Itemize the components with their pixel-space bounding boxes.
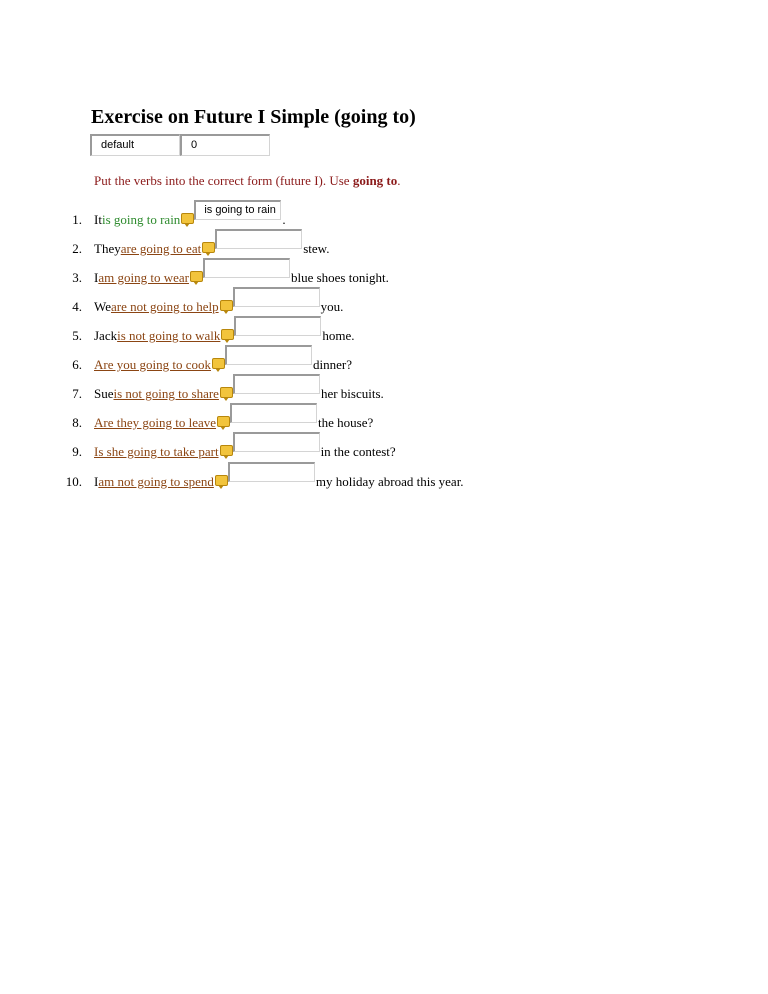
answer-input[interactable]: is going to rain [194, 200, 281, 220]
item-sentence [94, 386, 384, 402]
name-field[interactable]: default [90, 134, 180, 156]
sentence-rest: blue shoes tonight. [290, 270, 389, 285]
sentence-rest: my holiday abroad this year. [315, 474, 464, 489]
answer-link[interactable]: are not going to help [111, 299, 219, 314]
hint-icon[interactable] [215, 475, 228, 486]
item-number: 3. [72, 270, 82, 285]
item-sentence [94, 204, 286, 228]
sentence-rest: you. [320, 299, 344, 314]
item-subject: I [94, 270, 99, 285]
item-number: 6. [72, 357, 82, 372]
item-sentence [94, 415, 373, 431]
hint-icon[interactable] [181, 213, 194, 224]
item-number: 2. [72, 241, 82, 256]
hint-icon[interactable] [220, 445, 233, 456]
answer-input[interactable] [203, 258, 290, 278]
score-field[interactable]: 0 [180, 134, 270, 156]
sentence-rest: the house? [318, 415, 374, 430]
answer-link[interactable]: Are you going to cook [94, 357, 211, 372]
answer-link[interactable]: Is she going to take part [94, 444, 219, 459]
hint-icon[interactable] [212, 358, 225, 369]
answer-link[interactable]: am not going to spend [98, 474, 214, 489]
item-subject: Sue [94, 386, 114, 401]
item-sentence [94, 474, 464, 490]
page-title: Exercise on Future I Simple (going to) [91, 106, 416, 128]
item-number: 9. [72, 444, 82, 459]
answer-input[interactable] [233, 287, 320, 307]
answer-link[interactable]: is not going to walk [117, 328, 221, 343]
sentence-rest: . [282, 212, 286, 227]
item-number: 4. [72, 299, 82, 314]
answer-input[interactable] [230, 403, 317, 423]
item-number: 10. [65, 474, 82, 489]
instructions-text: Put the verbs into the correct form (future I). Use [94, 173, 353, 188]
instructions-end: . [397, 173, 401, 188]
sentence-rest: stew. [303, 241, 330, 256]
item-sentence [94, 357, 352, 373]
instructions [94, 173, 401, 189]
item-subject: I [94, 474, 99, 489]
answer-input[interactable] [228, 462, 315, 482]
answer-input[interactable] [225, 345, 312, 365]
item-number: 7. [72, 386, 82, 401]
answer-link[interactable]: is not going to share [113, 386, 219, 401]
item-sentence [94, 444, 396, 460]
item-subject: We [94, 299, 111, 314]
hint-icon[interactable] [217, 416, 230, 427]
item-sentence [94, 328, 355, 344]
answer-input[interactable] [233, 374, 320, 394]
sentence-rest: home. [322, 328, 355, 343]
answer-input[interactable] [215, 229, 302, 249]
item-number: 5. [72, 328, 82, 343]
answer-link[interactable]: are going to eat [120, 241, 202, 256]
item-number: 8. [72, 415, 82, 430]
hint-icon[interactable] [190, 271, 203, 282]
item-subject: It [94, 212, 102, 227]
item-sentence [94, 270, 389, 286]
hint-icon[interactable] [202, 242, 215, 253]
sentence-rest: in the contest? [320, 444, 396, 459]
sentence-rest: dinner? [312, 357, 352, 372]
instructions-emphasis: going to [352, 173, 398, 188]
sentence-rest: her biscuits. [320, 386, 384, 401]
answer-link[interactable]: Are they going to leave [94, 415, 217, 430]
item-number: 1. [72, 212, 82, 227]
answer-link[interactable]: am going to wear [98, 270, 189, 285]
item-subject: They [94, 241, 121, 256]
item-sentence [94, 241, 329, 257]
item-sentence [94, 299, 343, 315]
answer-input[interactable] [233, 432, 320, 452]
hint-icon[interactable] [220, 387, 233, 398]
answer-link[interactable]: is going to rain [101, 212, 181, 227]
hint-icon[interactable] [221, 329, 234, 340]
hint-icon[interactable] [220, 300, 233, 311]
item-subject: Jack [94, 328, 118, 343]
answer-input[interactable] [234, 316, 321, 336]
